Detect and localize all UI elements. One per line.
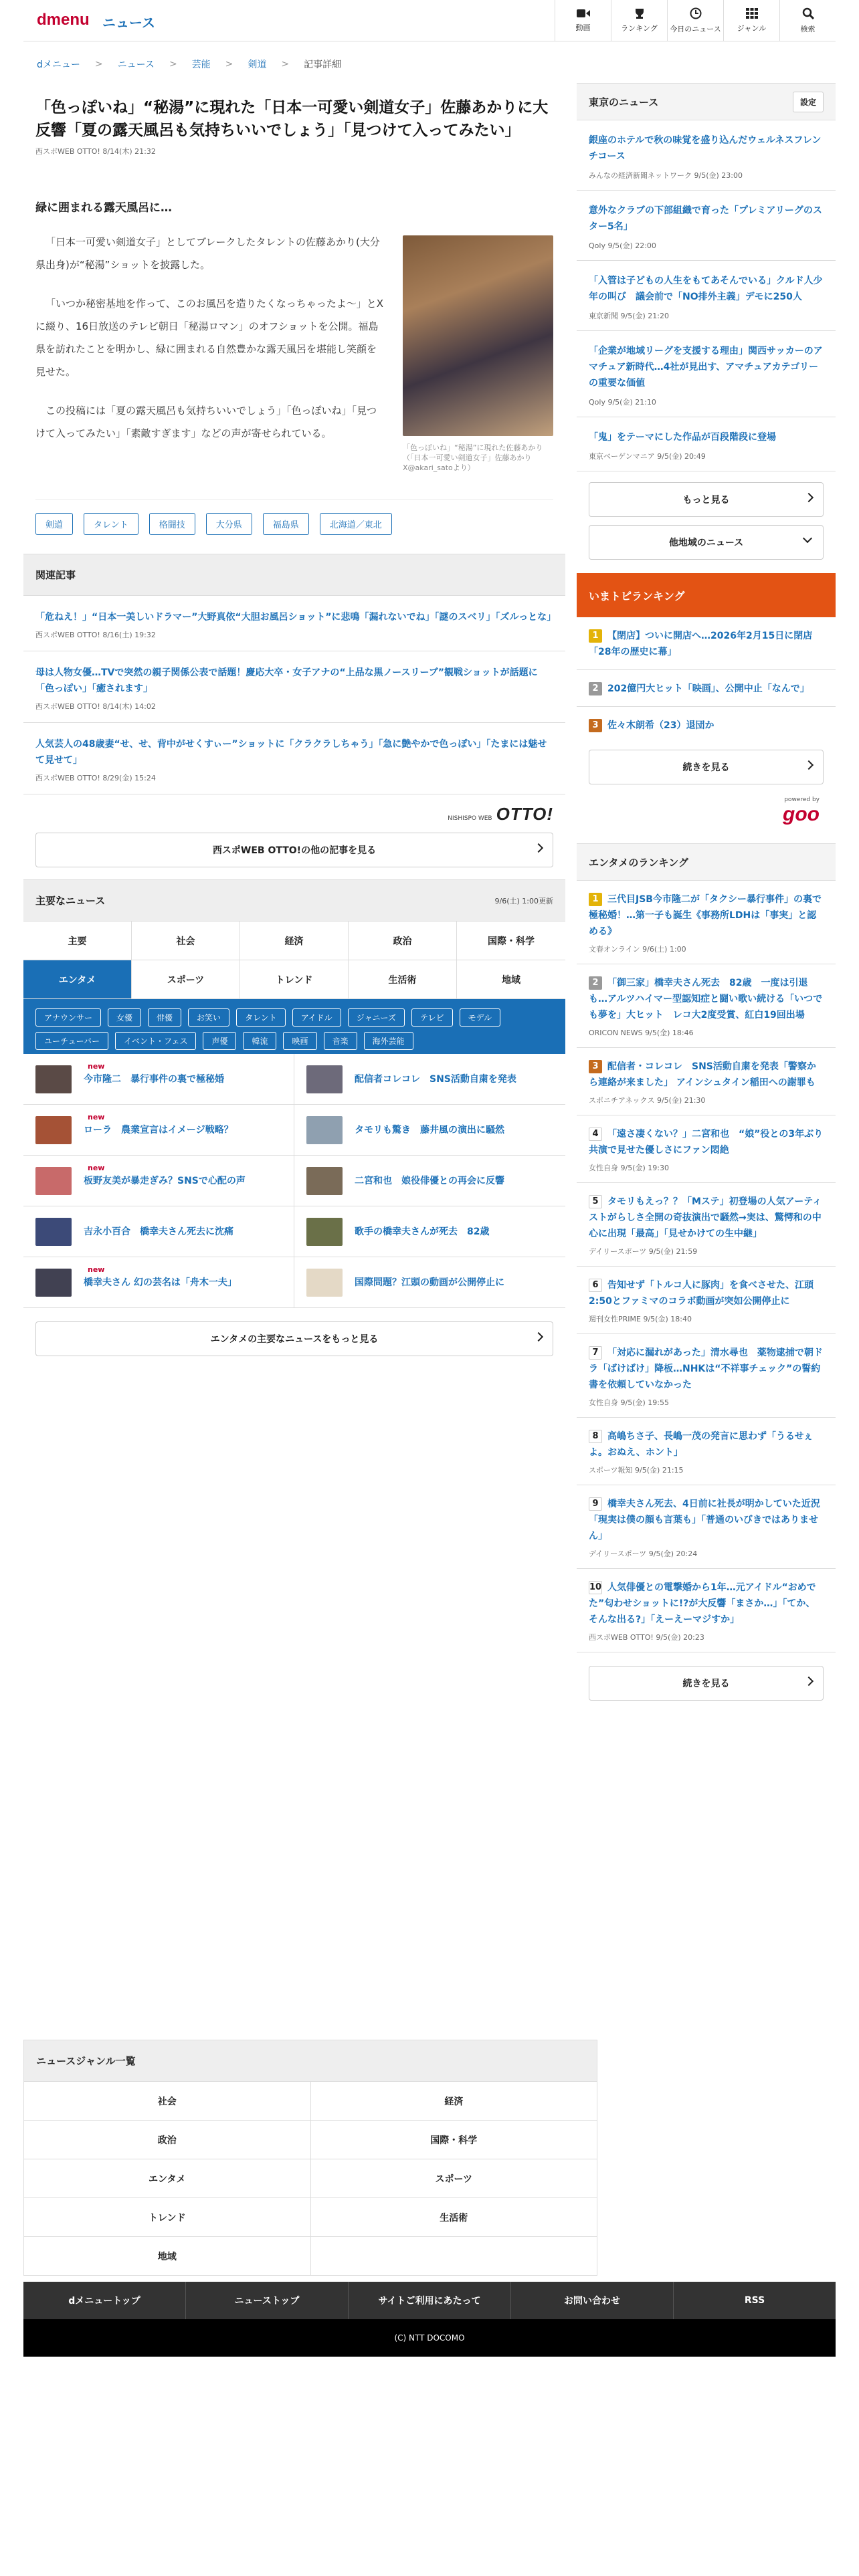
- clock-icon: [690, 7, 702, 19]
- nav-label: 動画: [575, 23, 591, 32]
- imatopi-heading: いまトピランキング: [577, 573, 836, 617]
- nav-label: 検索: [800, 25, 816, 33]
- rank-3-badge: 3: [589, 1060, 602, 1073]
- main-news-title[interactable]: 板野友美が暴走ぎみ？SNSで心配の声: [84, 1175, 246, 1186]
- imatopi-item[interactable]: [577, 707, 836, 743]
- article-paragraph: この投稿には「夏の露天風呂も気持ちいいでしょう」「色っぽいね」「見つけて入ってみたい」「素敵すぎます」などの声が寄せられている。: [35, 405, 377, 439]
- tag[interactable]: 大分県: [206, 513, 252, 535]
- footer-nav: [23, 2282, 836, 2319]
- related-title[interactable]: 人気芸人の48歳妻“せ、せ、背中がせくすぃー”ショットに「クラクラしちゃう」「急に艶やかで色っぽい」「たまには魅せて見せて」: [35, 739, 547, 766]
- footer-terms[interactable]: サイトご利用にあたって: [349, 2282, 511, 2319]
- main-news-item[interactable]: [23, 1156, 294, 1206]
- genre-grid: [23, 2082, 597, 2276]
- news-thumbnail[interactable]: [306, 1167, 343, 1195]
- otto-logo: OTTO!: [496, 804, 553, 824]
- entame-ranking-title[interactable]: 橋幸夫さん死去、4日前に社長が明かしていた近況「現実は僕の顔も言葉も」「普通のいびきではありません」: [589, 1499, 820, 1541]
- imatopi-title[interactable]: 佐々木朗希（23）退団か: [607, 720, 714, 731]
- entame-ranking-title[interactable]: 三代目JSB今市隆二が「タクシー暴行事件」の裏で極秘婚！…第一子も誕生《事務所LDHは「事実」と認める》: [589, 894, 822, 937]
- tag[interactable]: 北海道／東北: [320, 513, 392, 535]
- tokyo-news-meta: 東京ベーゲンマニア 9/5(金) 20:49: [589, 452, 706, 461]
- entame-ranking-meta: 女性自身 9/5(金) 19:55: [589, 1398, 669, 1407]
- entame-ranking-item[interactable]: [577, 1267, 836, 1334]
- tab-region[interactable]: 地域: [457, 960, 565, 999]
- main-news-item[interactable]: [294, 1054, 565, 1105]
- video-icon: [577, 9, 590, 18]
- footer-rss[interactable]: RSS: [744, 2295, 765, 2306]
- genre-heading: ニュースジャンル一覧: [23, 2040, 597, 2082]
- entame-ranking-meta: デイリースポーツ 9/5(金) 20:24: [589, 1549, 698, 1558]
- main-news-item[interactable]: [23, 1206, 294, 1257]
- button-label: 西スポWEB OTTO!の他の記事を見る: [212, 845, 377, 856]
- header-nav: [555, 0, 836, 41]
- footer-contact[interactable]: お問い合わせ: [511, 2282, 674, 2319]
- rank-8-badge: 8: [589, 1430, 602, 1443]
- button-label: もっと見る: [682, 495, 730, 506]
- related-item[interactable]: [23, 723, 565, 794]
- breadcrumb-geino[interactable]: 芸能: [191, 60, 211, 70]
- search-icon: [802, 7, 814, 19]
- button-label: 続きを見る: [682, 1679, 730, 1689]
- breadcrumb-current: 記事詳細: [304, 60, 342, 70]
- rank-1-badge: 1: [589, 629, 602, 643]
- main-news-title[interactable]: 歌手の橋幸夫さんが死去 82歳: [355, 1226, 490, 1237]
- article-paragraph: 「いつか秘密基地を作って、このお風呂を造りたくなっちゃったよ〜」とXに綴り、16日放送のテレビ朝日「秘湯ロマン」のオフショットを公開。福島県を訪れたことを明かし、緑に囲まれる自然豊かな露天風呂を堪能し笑顔を見せた。: [35, 298, 383, 378]
- main-news-title[interactable]: 吉永小百合 橋幸夫さん死去に沈痛: [84, 1226, 233, 1237]
- related-meta: 西スポWEB OTTO! 8/29(金) 15:24: [35, 774, 156, 782]
- main-news-item[interactable]: [294, 1257, 565, 1308]
- rank-4-badge: 4: [589, 1128, 602, 1141]
- tokyo-news-list: [577, 120, 836, 471]
- news-tabs: [23, 922, 565, 999]
- genre-item[interactable]: 生活術: [311, 2198, 598, 2237]
- powered-by: powered by: [784, 796, 820, 803]
- breadcrumb-dmenu[interactable]: dメニュー: [37, 60, 80, 70]
- nav-today[interactable]: [667, 0, 723, 41]
- related-item[interactable]: [23, 651, 565, 723]
- entame-ranking-meta: スポニチアネックス 9/5(金) 21:30: [589, 1096, 706, 1105]
- entame-ranking-title[interactable]: 告知せず「トルコ人に豚肉」を食べさせた、江頭2:50とファミマのコラボ動画が突如公開停止に: [589, 1280, 814, 1307]
- rank-3-badge: 3: [589, 719, 602, 732]
- tag[interactable]: 格闘技: [149, 513, 195, 535]
- tokyo-news-title[interactable]: 「鬼」をテーマにした作品が百段階段に登場: [589, 432, 776, 443]
- chevron-right-icon: [804, 760, 814, 770]
- entame-ranking-item[interactable]: [577, 1115, 836, 1183]
- entame-ranking-meta: 女性自身 9/5(金) 19:30: [589, 1164, 669, 1172]
- subtag[interactable]: ユーチューバー: [35, 1032, 108, 1050]
- entame-ranking-title[interactable]: 配信者・コレコレ SNS活動自粛を発表「警察から連絡が来ました」 アインシュタイン稲田への謝罪も: [589, 1061, 816, 1088]
- entame-ranking-item[interactable]: [577, 1183, 836, 1267]
- chevron-down-icon: [803, 534, 812, 543]
- article-photo[interactable]: [403, 235, 553, 436]
- entame-ranking-more-button[interactable]: [589, 1666, 824, 1701]
- subtag[interactable]: 音楽: [324, 1032, 357, 1050]
- related-item[interactable]: [23, 596, 565, 651]
- rank-2-badge: 2: [589, 976, 602, 990]
- main-news-title[interactable]: 二宮和也 娘役俳優との再会に反響: [355, 1175, 504, 1186]
- entame-ranking-item[interactable]: [577, 1569, 836, 1652]
- main-news-title[interactable]: タモリも驚き 藤井風の演出に騒然: [355, 1124, 504, 1136]
- button-label: 続きを見る: [682, 762, 730, 773]
- entame-ranking-heading: [577, 843, 836, 881]
- related-title[interactable]: 母は人物女優…TVで突然の親子関係公表で話題！慶応大卒・女子アナの“上品な黒ノースリーブ”観戦ショットが話題に「色っぽい」「癒されます」: [35, 667, 538, 694]
- tokyo-news-meta: Qoly 9/5(金) 21:10: [589, 398, 656, 407]
- tokyo-news-item[interactable]: [577, 120, 836, 191]
- chevron-right-icon: [534, 843, 543, 853]
- related-title[interactable]: 「危ねえ！」“日本一美しいドラマー”大野真依“大胆お風呂ショット”に悲鳴「漏れないでね」「謎のスベリ」「ズルっとな」: [35, 612, 557, 623]
- subtag[interactable]: モデル: [460, 1008, 500, 1027]
- news-thumbnail[interactable]: [306, 1116, 343, 1144]
- subtag[interactable]: 韓流: [243, 1032, 276, 1050]
- grid-icon: [746, 8, 758, 19]
- genre-item[interactable]: 社会: [24, 2082, 311, 2121]
- tab-economy[interactable]: 経済: [240, 922, 349, 960]
- article-meta: 西スポWEB OTTO! 8/14(木) 21:32: [35, 147, 156, 156]
- rank-1-badge: 1: [589, 893, 602, 906]
- dmenu-logo[interactable]: dmenu: [37, 11, 90, 29]
- main-news-item[interactable]: [294, 1156, 565, 1206]
- article-tags: [35, 499, 553, 535]
- footer-news-top[interactable]: ニューストップ: [186, 2282, 349, 2319]
- genre-list: [23, 2040, 597, 2276]
- button-label: 他地域のニュース: [668, 538, 744, 548]
- chevron-right-icon: [804, 493, 814, 502]
- nav-label: 今日のニュース: [670, 25, 721, 33]
- subtag[interactable]: テレビ: [411, 1008, 453, 1027]
- news-thumbnail[interactable]: [35, 1218, 72, 1246]
- new-badge: new: [88, 1164, 105, 1172]
- entame-ranking-item[interactable]: [577, 881, 836, 964]
- imatopi-title[interactable]: 【閉店】ついに開店へ…2026年2月15日に閉店「28年の歴史に幕」: [589, 631, 813, 657]
- genre-item[interactable]: スポーツ: [311, 2159, 598, 2198]
- news-thumbnail[interactable]: [35, 1065, 72, 1093]
- related-meta: 西スポWEB OTTO! 8/14(木) 14:02: [35, 702, 156, 711]
- new-badge: new: [88, 1265, 105, 1274]
- breadcrumb-news[interactable]: ニュース: [117, 60, 155, 70]
- main-news-title: 主要なニュース: [35, 895, 106, 907]
- main-column: [23, 83, 565, 1368]
- tokyo-news-heading: [577, 83, 836, 120]
- tokyo-news-title[interactable]: 「入管は子どもの人生をもてあそんでいる」クルド人少年の叫び 議会前で「NO排外主義」デモに250人: [589, 276, 823, 302]
- tokyo-news-title[interactable]: 「企業が地域リーグを支援する理由」関西サッカーのアマチュア新時代…4社が見出す、アマチュアカテゴリーの重要な価値: [589, 346, 823, 389]
- updated-time: 9/6(土) 1:00更新: [494, 896, 553, 905]
- subtag[interactable]: 女優: [108, 1008, 141, 1027]
- copyright: (C) NTT DOCOMO: [23, 2319, 836, 2357]
- news-thumbnail[interactable]: [35, 1269, 72, 1297]
- related-heading: 関連記事: [23, 554, 565, 596]
- main-news-title[interactable]: 配信者コレコレ SNS活動自粛を発表: [355, 1073, 516, 1085]
- article-lead: 緑に囲まれる露天風呂に…: [35, 201, 172, 215]
- genre-item: [311, 2237, 598, 2276]
- subtag[interactable]: タレント: [236, 1008, 286, 1027]
- subtag[interactable]: ジャニーズ: [348, 1008, 405, 1027]
- tab-sports[interactable]: スポーツ: [132, 960, 240, 999]
- nav-video[interactable]: [555, 0, 611, 41]
- imatopi-more-button[interactable]: [589, 750, 824, 784]
- subtag[interactable]: アナウンサー: [35, 1008, 101, 1027]
- tokyo-news-meta: Qoly 9/5(金) 22:00: [589, 241, 656, 250]
- main-news-title[interactable]: 今市隆二 暴行事件の裏で極秘婚: [84, 1073, 224, 1085]
- news-thumbnail[interactable]: [306, 1065, 343, 1093]
- nav-label: ランキング: [621, 24, 658, 33]
- goo-brand: [577, 784, 836, 843]
- main-news-item[interactable]: [294, 1105, 565, 1156]
- tab-society[interactable]: 社会: [132, 922, 240, 960]
- tokyo-title: 東京のニュース: [589, 96, 659, 108]
- tag[interactable]: 剣道: [35, 513, 73, 535]
- entame-ranking-title[interactable]: タモリもえっ？？「Mステ」初登場の人気アーティストがらしさ全開の奇抜演出で騒然→実は、驚愕和の中心に出現「最高」「見せかけての生中継」: [589, 1196, 822, 1239]
- main-news-item[interactable]: [294, 1206, 565, 1257]
- nav-search[interactable]: [779, 0, 836, 41]
- subtag[interactable]: 俳優: [148, 1008, 181, 1027]
- subtag[interactable]: 海外芸能: [364, 1032, 413, 1050]
- rank-10-badge: 10: [589, 1581, 602, 1594]
- article-body: [23, 198, 565, 499]
- main-news-title[interactable]: 国際問題？江頭の動画が公開停止に: [355, 1277, 504, 1288]
- entame-ranking-meta: デイリースポーツ 9/5(金) 21:59: [589, 1247, 698, 1256]
- main-news-grid: [23, 1054, 565, 1308]
- trophy-icon: [634, 8, 646, 19]
- footer: [23, 2282, 836, 2357]
- breadcrumb-kendo[interactable]: 剣道: [248, 60, 267, 70]
- tab-life[interactable]: 生活術: [349, 960, 457, 999]
- tab-trend[interactable]: トレンド: [240, 960, 349, 999]
- tab-main[interactable]: 主要: [23, 922, 132, 960]
- imatopi-title[interactable]: 202億円大ヒット「映画」、公開中止「なんで」: [607, 683, 809, 694]
- subtag[interactable]: 声優: [203, 1032, 236, 1050]
- genre-item[interactable]: トレンド: [24, 2198, 311, 2237]
- other-region-button[interactable]: [589, 525, 824, 560]
- entame-ranking-title[interactable]: 「遠さ凄くない？」二宮和也 “娘”役との3年ぶり共演で見せた優しさにファン悶絶: [589, 1129, 824, 1156]
- photo-caption: 「色っぽいね」“秘湯”に現れた佐藤あかり（「日本一可愛い剣道女子」佐藤あかりX@akari_satoより）: [403, 443, 543, 472]
- sidebar: [577, 83, 836, 1701]
- imatopi-item[interactable]: [577, 617, 836, 670]
- entame-ranking-meta: ORICON NEWS 9/5(金) 18:46: [589, 1029, 694, 1037]
- rank-5-badge: 5: [589, 1195, 602, 1208]
- news-thumbnail[interactable]: [35, 1116, 72, 1144]
- genre-item[interactable]: 地域: [24, 2237, 311, 2276]
- related-meta: 西スポWEB OTTO! 8/16(土) 19:32: [35, 631, 156, 639]
- chevron-right-icon: [804, 1677, 814, 1686]
- main-news-item[interactable]: [23, 1257, 294, 1308]
- main-news-title[interactable]: 橋幸夫さん 幻の芸名は「舟木一夫」: [84, 1277, 237, 1288]
- brand-small: NISHISPO WEB: [448, 815, 492, 822]
- entame-ranking-item[interactable]: [577, 1048, 836, 1115]
- entame-subtags: [23, 999, 565, 1054]
- breadcrumb: dメニュー > ニュース > 芸能 > 剣道 > 記事詳細: [37, 59, 342, 70]
- tokyo-news-meta: 東京新聞 9/5(金) 21:20: [589, 312, 669, 320]
- tokyo-news-title[interactable]: 意外なクラブの下部組織で育った「プレミアリーグのスター5名」: [589, 205, 822, 232]
- genre-item[interactable]: エンタメ: [24, 2159, 311, 2198]
- news-thumbnail[interactable]: [306, 1218, 343, 1246]
- entame-ranking-title: エンタメのランキング: [589, 856, 688, 869]
- genre-item[interactable]: 国際・科学: [311, 2121, 598, 2159]
- entame-ranking-title[interactable]: 「御三家」橋幸夫さん死去 82歳 一度は引退も…アルツハイマー型認知症と闘い歌い続ける「いつでも夢を」大ヒット レコ大2度受賞、紅白19回出場: [589, 978, 823, 1021]
- new-badge: new: [88, 1062, 105, 1071]
- entame-ranking-item[interactable]: [577, 1485, 836, 1569]
- main-news-item[interactable]: [23, 1105, 294, 1156]
- entame-ranking-meta: 西スポWEB OTTO! 9/5(金) 20:23: [589, 1633, 704, 1642]
- tokyo-news-meta: みんなの経済新聞ネットワーク 9/5(金) 23:00: [589, 171, 743, 180]
- tab-politics[interactable]: 政治: [349, 922, 457, 960]
- main-news-item[interactable]: [23, 1054, 294, 1105]
- entame-ranking-title[interactable]: 人気俳優との電撃婚から1年…元アイドル“おめでた”匂わせショットに!?が大反響「まさか…」「てか、そんな出る?」「えーえーマジすか」: [589, 1582, 816, 1625]
- subtag[interactable]: イベント・フェス: [115, 1032, 196, 1050]
- entame-ranking-item[interactable]: [577, 1418, 836, 1485]
- entame-ranking-meta: 週刊女性PRIME 9/5(金) 18:40: [589, 1315, 692, 1323]
- nav-genre[interactable]: [723, 0, 779, 41]
- tokyo-more-button[interactable]: [589, 482, 824, 517]
- news-thumbnail[interactable]: [306, 1269, 343, 1297]
- main-news-heading: [23, 879, 565, 922]
- entame-ranking-item[interactable]: [577, 964, 836, 1048]
- tab-world[interactable]: 国際・科学: [457, 922, 565, 960]
- nav-ranking[interactable]: [611, 0, 667, 41]
- nav-label: ジャンル: [737, 24, 767, 33]
- news-thumbnail[interactable]: [35, 1167, 72, 1195]
- site-header: [23, 0, 836, 41]
- imatopi-item[interactable]: [577, 670, 836, 707]
- tab-entame[interactable]: エンタメ: [23, 960, 132, 999]
- entame-ranking-title[interactable]: 「対応に漏れがあった」清水尋也 薬物逮捕で朝ドラ「ばけばけ」降板…NHKは“不祥事チェック”の誓約書を依頼していなかった: [589, 1348, 823, 1390]
- tokyo-news-item[interactable]: [577, 417, 836, 471]
- tag[interactable]: タレント: [84, 513, 138, 535]
- article-paragraph: 「日本一可愛い剣道女子」としてブレークしたタレントの佐藤あかり(大分県出身)が“秘湯”ショットを披露した。: [35, 236, 380, 271]
- main-news-title[interactable]: ローラ 農業宣言はイメージ戦略？: [84, 1124, 233, 1136]
- subtag[interactable]: 映画: [283, 1032, 316, 1050]
- rank-6-badge: 6: [589, 1279, 602, 1292]
- tokyo-news-item[interactable]: [577, 191, 836, 261]
- entame-ranking-meta: 文春オンライン 9/6(土) 1:00: [589, 945, 686, 954]
- tokyo-news-item[interactable]: [577, 261, 836, 331]
- entame-ranking-meta: スポーツ報知 9/5(金) 21:15: [589, 1466, 684, 1475]
- entame-ranking-item[interactable]: [577, 1334, 836, 1418]
- rank-2-badge: 2: [589, 682, 602, 695]
- goo-logo: goo: [783, 803, 820, 825]
- otto-brand: [23, 794, 565, 827]
- more-otto-button[interactable]: [35, 833, 553, 867]
- rank-7-badge: 7: [589, 1346, 602, 1360]
- settings-button[interactable]: 設定: [793, 92, 824, 112]
- subtag[interactable]: お笑い: [188, 1008, 229, 1027]
- entame-ranking-title[interactable]: 高嶋ちさ子、長嶋一茂の発言に思わず「うるせぇよ。おぬえ、ホント」: [589, 1431, 814, 1458]
- news-section-link[interactable]: ニュース: [102, 15, 155, 31]
- tokyo-news-item[interactable]: [577, 331, 836, 417]
- more-entame-button[interactable]: [35, 1321, 553, 1356]
- tag[interactable]: 福島県: [263, 513, 309, 535]
- new-badge: new: [88, 1113, 105, 1121]
- chevron-right-icon: [534, 1332, 543, 1341]
- entame-ranking-list: [577, 881, 836, 1652]
- subtag[interactable]: アイドル: [292, 1008, 341, 1027]
- genre-item[interactable]: 経済: [311, 2082, 598, 2121]
- tokyo-news-title[interactable]: 銀座のホテルで秋の味覚を盛り込んだウェルネスフレンチコース: [589, 135, 822, 162]
- button-label: エンタメの主要なニュースをもっと見る: [210, 1334, 379, 1345]
- rank-9-badge: 9: [589, 1497, 602, 1511]
- genre-item[interactable]: 政治: [24, 2121, 311, 2159]
- footer-dmenu-top[interactable]: dメニュートップ: [23, 2282, 186, 2319]
- article-title: 「色っぽいね」“秘湯”に現れた「日本一可愛い剣道女子」佐藤あかりに大反響「夏の露天風呂も気持ちいいでしょう」「見つけて入ってみたい」: [35, 99, 549, 139]
